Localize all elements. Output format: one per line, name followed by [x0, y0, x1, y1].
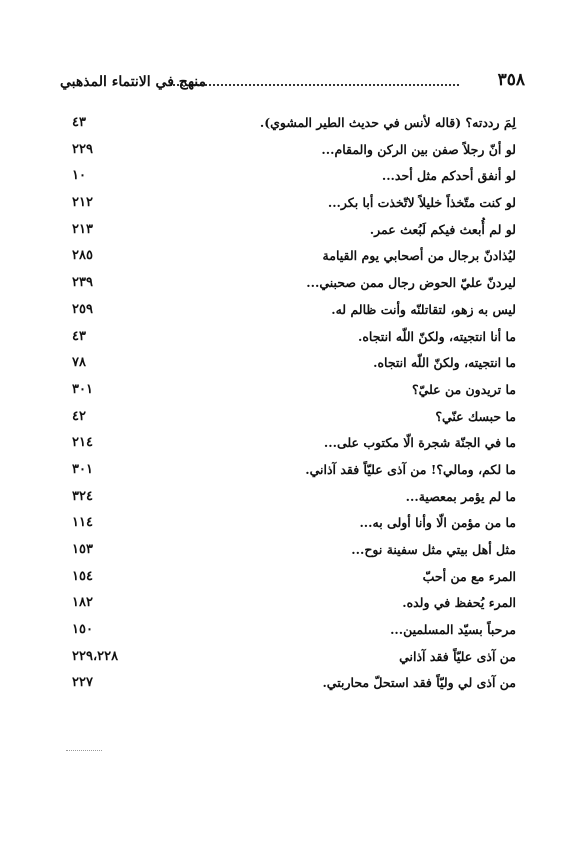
index-entry: [72, 165, 516, 192]
entry-page-refs: ٢٢٩،٢٢٨: [72, 648, 119, 664]
entry-text: مثل أهل بيتي مثل سفينة نوح...: [351, 542, 516, 557]
index-entry: [72, 112, 516, 139]
entry-text: ليُذادنّ برجال من أصحابي يوم القيامة: [322, 248, 516, 264]
index-entry: [72, 406, 516, 433]
index-entry: [72, 219, 516, 246]
page-number: ٣٥٨: [497, 70, 525, 90]
entry-text: لو أنّ رجلاً صفن بين الركن والمقام...: [321, 141, 516, 157]
entry-page-refs: ١٥٤: [72, 568, 93, 584]
index-entry: [72, 432, 516, 459]
entry-page-refs: ٢٢٧: [72, 675, 93, 691]
entry-page-refs: ٤٣: [72, 328, 86, 344]
index-entry: [72, 566, 516, 593]
index-entry: [72, 459, 516, 486]
entry-text: ما في الجنّة شجرة الّا مكتوب على...: [323, 435, 516, 451]
entry-page-refs: ٢١٤: [72, 435, 93, 451]
entry-text: ما من مؤمن الّا وأنا أولى به...: [359, 515, 516, 531]
entry-text: المرء يُحفظ في ولده.: [402, 595, 516, 611]
entry-text: ما لم يؤمر بمعصية...: [405, 488, 516, 504]
entry-text: من آذى لي وليّاً فقد استحلّ محاربتي.: [322, 675, 516, 691]
entry-text: لو كنت متّخذاً خليلاً لاتّخذت أبا بكر...: [327, 195, 516, 211]
entry-text: لو لم أُبعث فيكم لَبُعث عمر.: [369, 221, 516, 237]
entry-text: من آذى عليّاً فقد آذاني: [399, 648, 516, 664]
index-entry: [72, 245, 516, 272]
entry-page-refs: ٢٣٩: [72, 275, 93, 291]
index-entry: [72, 192, 516, 219]
entry-page-refs: ٢٨٥: [72, 248, 93, 264]
entry-text: ليردنّ عليّ الحوض رجال ممن صحبني...: [306, 275, 516, 291]
entry-page-refs: ١١٤: [72, 515, 93, 531]
entry-text: ما أنا انتجيته، ولكنّ اللّه انتجاه.: [358, 328, 516, 344]
entry-text: المرء مع من أحبّ: [422, 568, 516, 584]
entry-page-refs: ٤٣: [72, 115, 86, 130]
index-entry: [72, 272, 516, 299]
header-dotted-leader: [170, 84, 459, 86]
entry-page-refs: ٢١٢: [72, 195, 93, 211]
entry-page-refs: ٢٢٩: [72, 141, 93, 157]
entry-page-refs: ٢٥٩: [72, 301, 93, 317]
entry-page-refs: ١٥٣: [72, 542, 93, 557]
entry-text: ما انتجيته، ولكنّ اللّه انتجاه.: [373, 355, 516, 371]
entry-text: ليس به زهو، لتقاتلنّه وأنت ظالم له.: [331, 301, 516, 317]
index-entry: [72, 352, 516, 379]
entry-page-refs: ١٥٠: [72, 622, 93, 638]
entry-page-refs: ٤٢: [72, 408, 86, 424]
entry-page-refs: ٣٢٤: [72, 488, 93, 504]
index-entry: [72, 619, 516, 646]
entry-text: لو أنفق أحدكم مثل أحد...: [381, 168, 516, 184]
entry-text: ما تريدون من عليّ؟: [411, 381, 516, 397]
entry-page-refs: ٢١٣: [72, 221, 93, 237]
entry-page-refs: ١٨٢: [72, 595, 93, 611]
index-entry: [72, 326, 516, 353]
index-entry: [72, 486, 516, 513]
index-entry: [72, 592, 516, 619]
entry-text: ما لكم، ومالي؟! من آذى عليّاً فقد آذاني.: [305, 461, 516, 477]
entry-page-refs: ٣٠١: [72, 461, 93, 477]
entry-text: مرحباً بسيّد المسلمين...: [390, 622, 516, 638]
entry-text: لِمَ رددته؟ (قاله لأنس في حديث الطير المشوي).: [259, 115, 516, 130]
index-entry: [72, 379, 516, 406]
index-entry: [72, 539, 516, 566]
running-header: [60, 70, 525, 98]
hadith-index-list: [72, 112, 516, 699]
index-entry: [72, 646, 516, 673]
index-entry: [72, 672, 516, 699]
entry-text: ما حبسك عنّي؟: [435, 408, 516, 424]
running-title: منهج في الانتماء المذهبي: [60, 74, 207, 90]
index-entry: [72, 299, 516, 326]
entry-page-refs: ١٠: [72, 168, 86, 184]
scan-speckle: [66, 747, 102, 751]
index-entry: [72, 139, 516, 166]
entry-page-refs: ٧٨: [72, 355, 86, 371]
index-entry: [72, 512, 516, 539]
entry-page-refs: ٣٠١: [72, 381, 93, 397]
